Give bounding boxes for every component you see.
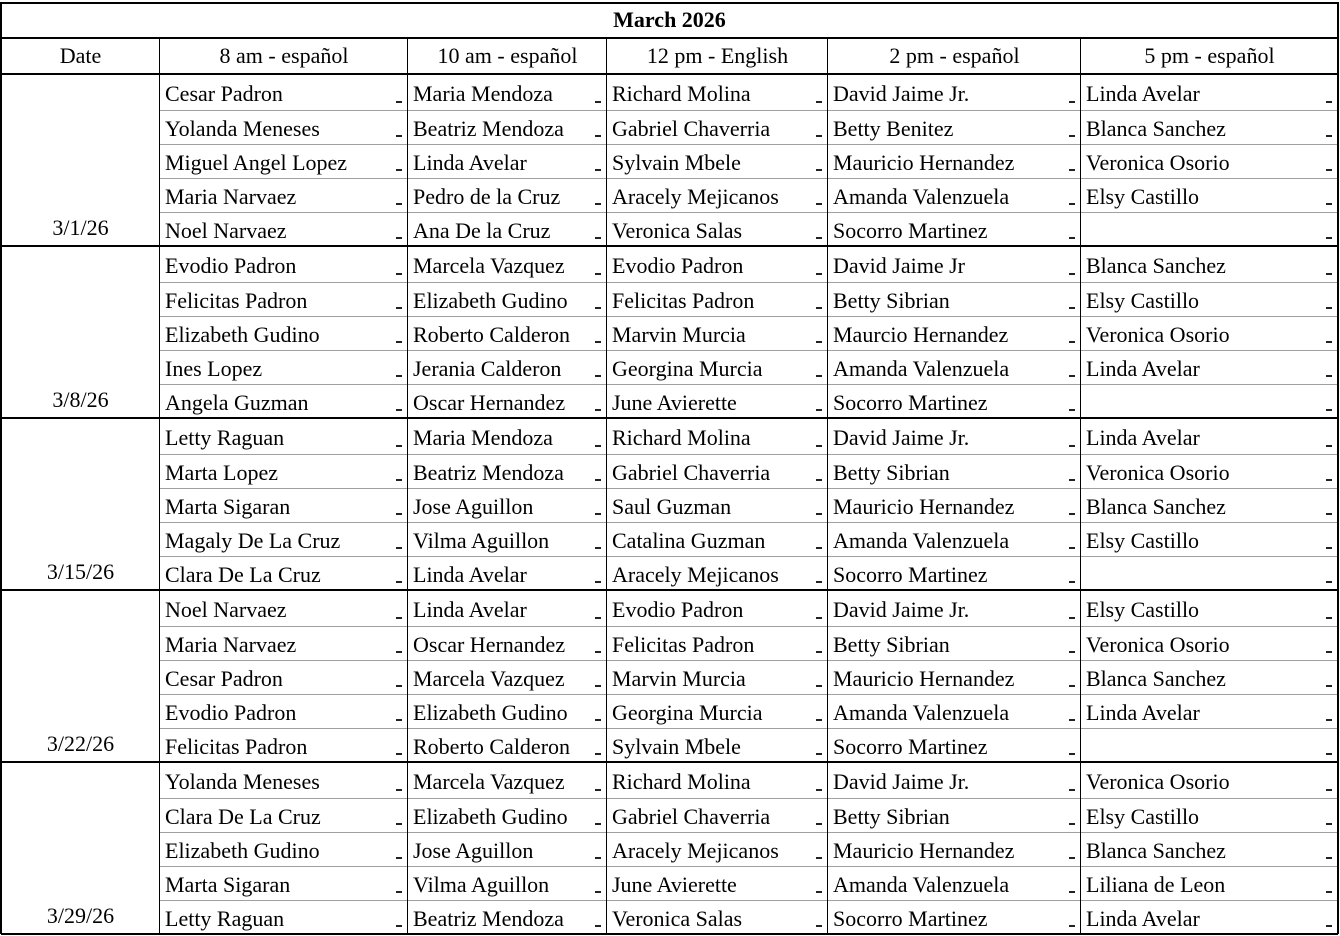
dropdown-arrow-icon[interactable] — [1326, 307, 1332, 309]
schedule-cell-dropdown[interactable]: Betty Sibrian — [833, 288, 950, 313]
sheet-border-right — [1337, 2, 1339, 934]
schedule-cell-dropdown[interactable]: David Jaime Jr — [833, 253, 965, 278]
row-divider — [160, 384, 1338, 385]
title-divider — [1, 37, 1338, 39]
schedule-cell-dropdown[interactable] — [1081, 556, 1338, 590]
dropdown-arrow-icon[interactable] — [396, 101, 402, 103]
schedule-cell-dropdown[interactable]: Richard Molina — [612, 425, 751, 450]
schedule-cell-dropdown[interactable]: Amanda Valenzuela — [833, 184, 1010, 209]
schedule-cell-dropdown[interactable]: Georgina Murcia — [612, 356, 763, 381]
dropdown-arrow-icon[interactable] — [1069, 823, 1075, 825]
dropdown-arrow-icon[interactable] — [396, 789, 402, 791]
row-divider — [160, 556, 1338, 557]
schedule-cell-dropdown[interactable]: Socorro Martinez — [833, 562, 988, 587]
schedule-cell-dropdown[interactable]: Marcela Vazquez — [413, 769, 565, 794]
dropdown-arrow-icon[interactable] — [1069, 375, 1075, 377]
header-divider — [1, 73, 1338, 75]
dropdown-arrow-icon[interactable] — [1069, 547, 1075, 549]
schedule-cell-dropdown[interactable]: Socorro Martinez — [833, 906, 988, 931]
dropdown-arrow-icon[interactable] — [1326, 719, 1332, 721]
schedule-cell-dropdown[interactable]: Veronica Osorio — [1086, 322, 1230, 347]
schedule-cell-dropdown[interactable]: Cesar Padron — [165, 666, 283, 691]
schedule-cell-dropdown[interactable]: David Jaime Jr. — [833, 769, 970, 794]
schedule-cell-dropdown[interactable]: Mauricio Hernandez — [833, 150, 1015, 175]
schedule-cell-dropdown[interactable]: Elizabeth Gudino — [413, 804, 568, 829]
row-divider — [160, 866, 1338, 867]
dropdown-arrow-icon[interactable] — [816, 273, 822, 275]
schedule-cell-dropdown[interactable]: Blanca Sanchez — [1086, 253, 1226, 278]
schedule-cell-dropdown[interactable] — [1081, 728, 1338, 762]
dropdown-arrow-icon[interactable] — [1069, 479, 1075, 481]
row-divider — [160, 178, 1338, 179]
column-header: 10 am - español — [437, 43, 578, 68]
schedule-cell-dropdown[interactable]: Letty Raguan — [165, 906, 285, 931]
dropdown-arrow-icon[interactable] — [816, 135, 822, 137]
schedule-cell-dropdown[interactable]: Marta Sigaran — [165, 494, 291, 519]
schedule-cell-dropdown[interactable]: Gabriel Chaverria — [612, 804, 771, 829]
schedule-cell-dropdown[interactable]: Elizabeth Gudino — [165, 838, 320, 863]
schedule-cell-dropdown[interactable]: Blanca Sanchez — [1086, 494, 1226, 519]
schedule-cell-dropdown[interactable]: June Avierette — [612, 872, 737, 897]
dropdown-arrow-icon[interactable] — [396, 891, 402, 893]
column-header: Date — [59, 43, 102, 68]
dropdown-arrow-icon[interactable] — [816, 409, 822, 411]
schedule-cell-dropdown[interactable]: Socorro Martinez — [833, 218, 988, 243]
schedule-cell-dropdown[interactable]: Aracely Mejicanos — [612, 838, 779, 863]
schedule-cell-dropdown[interactable]: Amanda Valenzuela — [833, 872, 1010, 897]
row-divider — [160, 212, 1338, 213]
schedule-cell-dropdown[interactable]: Catalina Guzman — [612, 528, 766, 553]
dropdown-arrow-icon[interactable] — [1069, 203, 1075, 205]
sheet-title: March 2026 — [613, 7, 726, 32]
schedule-cell-dropdown[interactable]: Felicitas Padron — [612, 288, 755, 313]
schedule-cell-dropdown[interactable]: Elizabeth Gudino — [413, 700, 568, 725]
dropdown-arrow-icon[interactable] — [595, 169, 601, 171]
dropdown-arrow-icon[interactable] — [595, 685, 601, 687]
schedule-cell-dropdown[interactable]: Veronica Salas — [612, 906, 743, 931]
schedule-cell-dropdown[interactable]: Maria Mendoza — [413, 425, 553, 450]
dropdown-arrow-icon[interactable] — [396, 617, 402, 619]
schedule-cell-dropdown[interactable]: Elizabeth Gudino — [165, 322, 320, 347]
dropdown-arrow-icon[interactable] — [396, 273, 402, 275]
dropdown-arrow-icon[interactable] — [816, 169, 822, 171]
schedule-cell-dropdown[interactable]: Aracely Mejicanos — [612, 562, 779, 587]
dropdown-arrow-icon[interactable] — [1069, 513, 1075, 515]
dropdown-arrow-icon[interactable] — [595, 925, 601, 927]
schedule-cell-dropdown[interactable]: Richard Molina — [612, 81, 751, 106]
schedule-cell-dropdown[interactable]: Angela Guzman — [165, 390, 309, 415]
dropdown-arrow-icon[interactable] — [1069, 617, 1075, 619]
dropdown-arrow-icon[interactable] — [1326, 135, 1332, 137]
schedule-cell-dropdown[interactable]: Veronica Osorio — [1086, 769, 1230, 794]
dropdown-arrow-icon[interactable] — [396, 445, 402, 447]
dropdown-arrow-icon[interactable] — [396, 925, 402, 927]
date-cell: 3/22/26 — [46, 731, 115, 756]
dropdown-arrow-icon[interactable] — [816, 891, 822, 893]
date-cell: 3/8/26 — [52, 387, 109, 412]
dropdown-arrow-icon[interactable] — [1326, 753, 1332, 755]
dropdown-arrow-icon[interactable] — [1069, 307, 1075, 309]
dropdown-arrow-icon[interactable] — [816, 307, 822, 309]
schedule-cell-dropdown[interactable]: Betty Sibrian — [833, 804, 950, 829]
dropdown-arrow-icon[interactable] — [1326, 273, 1332, 275]
schedule-cell-dropdown[interactable]: Noel Narvaez — [165, 218, 287, 243]
schedule-cell-dropdown[interactable]: Aracely Mejicanos — [612, 184, 779, 209]
dropdown-arrow-icon[interactable] — [396, 479, 402, 481]
date-cell: 3/1/26 — [52, 215, 109, 240]
schedule-cell-dropdown[interactable]: Mauricio Hernandez — [833, 494, 1015, 519]
dropdown-arrow-icon[interactable] — [816, 203, 822, 205]
row-divider — [160, 900, 1338, 901]
dropdown-arrow-icon[interactable] — [595, 617, 601, 619]
dropdown-arrow-icon[interactable] — [595, 789, 601, 791]
schedule-cell-dropdown[interactable]: Linda Avelar — [1086, 906, 1200, 931]
column-divider — [606, 38, 607, 934]
schedule-cell-dropdown[interactable]: David Jaime Jr. — [833, 597, 970, 622]
schedule-cell-dropdown[interactable]: Blanca Sanchez — [1086, 116, 1226, 141]
dropdown-arrow-icon[interactable] — [1069, 891, 1075, 893]
schedule-cell-dropdown[interactable]: Betty Benitez — [833, 116, 954, 141]
dropdown-arrow-icon[interactable] — [1069, 273, 1075, 275]
dropdown-arrow-icon[interactable] — [595, 375, 601, 377]
dropdown-arrow-icon[interactable] — [1326, 341, 1332, 343]
schedule-cell-dropdown[interactable]: Elsy Castillo — [1086, 288, 1200, 313]
row-divider — [160, 798, 1338, 799]
dropdown-arrow-icon[interactable] — [595, 547, 601, 549]
schedule-cell-dropdown[interactable]: Magaly De La Cruz — [165, 528, 341, 553]
schedule-cell-dropdown[interactable]: Marcela Vazquez — [413, 253, 565, 278]
dropdown-arrow-icon[interactable] — [1326, 617, 1332, 619]
schedule-cell-dropdown[interactable]: Letty Raguan — [165, 425, 285, 450]
schedule-cell-dropdown[interactable]: Marta Lopez — [165, 460, 278, 485]
dropdown-arrow-icon[interactable] — [816, 375, 822, 377]
dropdown-arrow-icon[interactable] — [595, 101, 601, 103]
schedule-cell-dropdown[interactable]: Amanda Valenzuela — [833, 528, 1010, 553]
dropdown-arrow-icon[interactable] — [595, 823, 601, 825]
schedule-cell-dropdown[interactable]: Liliana de Leon — [1086, 872, 1226, 897]
date-cell: 3/29/26 — [46, 903, 115, 928]
dropdown-arrow-icon[interactable] — [595, 479, 601, 481]
dropdown-arrow-icon[interactable] — [1326, 237, 1332, 239]
dropdown-arrow-icon[interactable] — [816, 925, 822, 927]
dropdown-arrow-icon[interactable] — [816, 101, 822, 103]
dropdown-arrow-icon[interactable] — [1326, 409, 1332, 411]
dropdown-arrow-icon[interactable] — [816, 685, 822, 687]
schedule-cell-dropdown[interactable]: Linda Avelar — [413, 562, 527, 587]
schedule-cell-dropdown[interactable]: Evodio Padron — [165, 253, 297, 278]
schedule-cell-dropdown[interactable]: Veronica Osorio — [1086, 150, 1230, 175]
dropdown-arrow-icon[interactable] — [396, 581, 402, 583]
schedule-cell-dropdown[interactable]: Georgina Murcia — [612, 700, 763, 725]
schedule-cell-dropdown[interactable]: Ines Lopez — [165, 356, 263, 381]
schedule-cell-dropdown[interactable]: Marta Sigaran — [165, 872, 291, 897]
dropdown-arrow-icon[interactable] — [1069, 409, 1075, 411]
schedule-cell-dropdown[interactable] — [1081, 212, 1338, 246]
column-header: 2 pm - español — [889, 43, 1020, 68]
dropdown-arrow-icon[interactable] — [396, 169, 402, 171]
sheet-border-top — [1, 2, 1338, 4]
dropdown-arrow-icon[interactable] — [595, 273, 601, 275]
dropdown-arrow-icon[interactable] — [816, 237, 822, 239]
row-divider — [160, 144, 1338, 145]
schedule-cell-dropdown[interactable]: Mauricio Hernandez — [833, 666, 1015, 691]
dropdown-arrow-icon[interactable] — [1326, 685, 1332, 687]
dropdown-arrow-icon[interactable] — [1069, 341, 1075, 343]
schedule-cell-dropdown[interactable]: Jerania Calderon — [413, 356, 562, 381]
dropdown-arrow-icon[interactable] — [1069, 789, 1075, 791]
schedule-cell-dropdown[interactable]: Maria Narvaez — [165, 632, 297, 657]
dropdown-arrow-icon[interactable] — [595, 409, 601, 411]
schedule-cell-dropdown[interactable]: Blanca Sanchez — [1086, 666, 1226, 691]
schedule-cell-dropdown[interactable]: Elsy Castillo — [1086, 184, 1200, 209]
schedule-cell-dropdown[interactable]: Socorro Martinez — [833, 734, 988, 759]
dropdown-arrow-icon[interactable] — [396, 857, 402, 859]
schedule-cell-dropdown[interactable]: Yolanda Meneses — [165, 116, 320, 141]
dropdown-arrow-icon[interactable] — [595, 135, 601, 137]
schedule-cell-dropdown[interactable] — [1081, 384, 1338, 418]
dropdown-arrow-icon[interactable] — [396, 409, 402, 411]
dropdown-arrow-icon[interactable] — [1069, 169, 1075, 171]
schedule-cell-dropdown[interactable]: Gabriel Chaverria — [612, 460, 771, 485]
dropdown-arrow-icon[interactable] — [816, 823, 822, 825]
schedule-cell-dropdown[interactable]: Noel Narvaez — [165, 597, 287, 622]
schedule-cell-dropdown[interactable]: Gabriel Chaverria — [612, 116, 771, 141]
dropdown-arrow-icon[interactable] — [816, 513, 822, 515]
schedule-cell-dropdown[interactable]: Miguel Angel Lopez — [165, 150, 348, 175]
dropdown-arrow-icon[interactable] — [1326, 823, 1332, 825]
dropdown-arrow-icon[interactable] — [595, 891, 601, 893]
schedule-cell-dropdown[interactable]: Pedro de la Cruz — [413, 184, 561, 209]
schedule-cell-dropdown[interactable]: Elsy Castillo — [1086, 597, 1200, 622]
row-divider — [160, 282, 1338, 283]
schedule-cell-dropdown[interactable]: Amanda Valenzuela — [833, 700, 1010, 725]
dropdown-arrow-icon[interactable] — [1326, 375, 1332, 377]
column-header: 5 pm - español — [1144, 43, 1275, 68]
schedule-cell-dropdown[interactable]: Felicitas Padron — [165, 288, 308, 313]
row-divider — [160, 350, 1338, 351]
schedule-cell-dropdown[interactable]: Maria Mendoza — [413, 81, 553, 106]
dropdown-arrow-icon[interactable] — [396, 513, 402, 515]
schedule-cell-dropdown[interactable]: Sylvain Mbele — [612, 734, 741, 759]
dropdown-arrow-icon[interactable] — [595, 237, 601, 239]
dropdown-arrow-icon[interactable] — [396, 753, 402, 755]
dropdown-arrow-icon[interactable] — [595, 307, 601, 309]
dropdown-arrow-icon[interactable] — [396, 135, 402, 137]
schedule-cell-dropdown[interactable]: Linda Avelar — [1086, 425, 1200, 450]
dropdown-arrow-icon[interactable] — [1069, 445, 1075, 447]
dropdown-arrow-icon[interactable] — [396, 203, 402, 205]
column-divider — [407, 38, 408, 934]
sheet-border-left — [0, 2, 2, 934]
schedule-cell-dropdown[interactable]: Linda Avelar — [1086, 356, 1200, 381]
schedule-cell-dropdown[interactable]: Amanda Valenzuela — [833, 356, 1010, 381]
schedule-cell-dropdown[interactable]: Evodio Padron — [165, 700, 297, 725]
dropdown-arrow-icon[interactable] — [1069, 925, 1075, 927]
row-divider — [160, 728, 1338, 729]
dropdown-arrow-icon[interactable] — [1069, 753, 1075, 755]
schedule-cell-dropdown[interactable]: Ana De la Cruz — [413, 218, 551, 243]
schedule-cell-dropdown[interactable]: Marcela Vazquez — [413, 666, 565, 691]
dropdown-arrow-icon[interactable] — [396, 375, 402, 377]
row-divider — [160, 316, 1338, 317]
dropdown-arrow-icon[interactable] — [1326, 445, 1332, 447]
schedule-cell-dropdown[interactable]: Vilma Aguillon — [413, 872, 550, 897]
dropdown-arrow-icon[interactable] — [595, 719, 601, 721]
date-cell: 3/15/26 — [46, 559, 115, 584]
schedule-cell-dropdown[interactable]: Sylvain Mbele — [612, 150, 741, 175]
schedule-cell-dropdown[interactable]: Elsy Castillo — [1086, 804, 1200, 829]
dropdown-arrow-icon[interactable] — [1326, 513, 1332, 515]
dropdown-arrow-icon[interactable] — [816, 857, 822, 859]
schedule-cell-dropdown[interactable]: Clara De La Cruz — [165, 562, 321, 587]
dropdown-arrow-icon[interactable] — [816, 445, 822, 447]
schedule-cell-dropdown[interactable]: Cesar Padron — [165, 81, 283, 106]
schedule-cell-dropdown[interactable]: Linda Avelar — [413, 597, 527, 622]
dropdown-arrow-icon[interactable] — [595, 651, 601, 653]
schedule-cell-dropdown[interactable]: Roberto Calderon — [413, 322, 571, 347]
schedule-cell-dropdown[interactable]: David Jaime Jr. — [833, 425, 970, 450]
dropdown-arrow-icon[interactable] — [595, 445, 601, 447]
schedule-cell-dropdown[interactable]: Felicitas Padron — [165, 734, 308, 759]
dropdown-arrow-icon[interactable] — [396, 651, 402, 653]
schedule-cell-dropdown[interactable]: Veronica Salas — [612, 218, 743, 243]
schedule-cell-dropdown[interactable]: Betty Sibrian — [833, 460, 950, 485]
schedule-cell-dropdown[interactable]: David Jaime Jr. — [833, 81, 970, 106]
dropdown-arrow-icon[interactable] — [816, 617, 822, 619]
dropdown-arrow-icon[interactable] — [1069, 101, 1075, 103]
dropdown-arrow-icon[interactable] — [396, 719, 402, 721]
dropdown-arrow-icon[interactable] — [1069, 685, 1075, 687]
dropdown-arrow-icon[interactable] — [1069, 237, 1075, 239]
schedule-cell-dropdown[interactable]: Jose Aguillon — [413, 838, 534, 863]
dropdown-arrow-icon[interactable] — [1326, 925, 1332, 927]
dropdown-arrow-icon[interactable] — [595, 753, 601, 755]
dropdown-arrow-icon[interactable] — [1326, 169, 1332, 171]
dropdown-arrow-icon[interactable] — [1326, 857, 1332, 859]
row-divider — [160, 660, 1338, 661]
row-divider — [160, 832, 1338, 833]
schedule-cell-dropdown[interactable]: Linda Avelar — [1086, 81, 1200, 106]
row-divider — [160, 110, 1338, 111]
schedule-cell-dropdown[interactable]: Evodio Padron — [612, 253, 744, 278]
schedule-cell-dropdown[interactable]: Oscar Hernandez — [413, 632, 566, 657]
schedule-cell-dropdown[interactable]: Veronica Osorio — [1086, 632, 1230, 657]
dropdown-arrow-icon[interactable] — [396, 307, 402, 309]
schedule-cell-dropdown[interactable]: Marvin Murcia — [612, 322, 746, 347]
dropdown-arrow-icon[interactable] — [396, 341, 402, 343]
dropdown-arrow-icon[interactable] — [1326, 789, 1332, 791]
dropdown-arrow-icon[interactable] — [816, 719, 822, 721]
schedule-cell-dropdown[interactable]: Saul Guzman — [612, 494, 732, 519]
dropdown-arrow-icon[interactable] — [1326, 547, 1332, 549]
dropdown-arrow-icon[interactable] — [1326, 891, 1332, 893]
schedule-cell-dropdown[interactable]: Mauricio Hernandez — [833, 838, 1015, 863]
dropdown-arrow-icon[interactable] — [1069, 651, 1075, 653]
column-header: 12 pm - English — [646, 43, 789, 68]
schedule-cell-dropdown[interactable]: Marvin Murcia — [612, 666, 746, 691]
schedule-cell-dropdown[interactable]: Beatriz Mendoza — [413, 116, 564, 141]
schedule-cell-dropdown[interactable]: Clara De La Cruz — [165, 804, 321, 829]
dropdown-arrow-icon[interactable] — [396, 237, 402, 239]
dropdown-arrow-icon[interactable] — [1326, 479, 1332, 481]
schedule-cell-dropdown[interactable]: Evodio Padron — [612, 597, 744, 622]
schedule-cell-dropdown[interactable]: Jose Aguillon — [413, 494, 534, 519]
schedule-cell-dropdown[interactable]: Veronica Osorio — [1086, 460, 1230, 485]
dropdown-arrow-icon[interactable] — [816, 479, 822, 481]
schedule-cell-dropdown[interactable]: Linda Avelar — [413, 150, 527, 175]
dropdown-arrow-icon[interactable] — [396, 823, 402, 825]
dropdown-arrow-icon[interactable] — [1069, 581, 1075, 583]
dropdown-arrow-icon[interactable] — [1326, 651, 1332, 653]
row-divider — [160, 694, 1338, 695]
dropdown-arrow-icon[interactable] — [816, 341, 822, 343]
row-divider — [160, 522, 1338, 523]
dropdown-arrow-icon[interactable] — [595, 513, 601, 515]
dropdown-arrow-icon[interactable] — [816, 651, 822, 653]
dropdown-arrow-icon[interactable] — [816, 547, 822, 549]
dropdown-arrow-icon[interactable] — [816, 789, 822, 791]
column-divider — [1080, 38, 1081, 934]
schedule-cell-dropdown[interactable]: Socorro Martinez — [833, 390, 988, 415]
schedule-cell-dropdown[interactable]: Beatriz Mendoza — [413, 460, 564, 485]
dropdown-arrow-icon[interactable] — [595, 857, 601, 859]
schedule-cell-dropdown[interactable]: Oscar Hernandez — [413, 390, 566, 415]
dropdown-arrow-icon[interactable] — [1326, 581, 1332, 583]
schedule-cell-dropdown[interactable]: Linda Avelar — [1086, 700, 1200, 725]
dropdown-arrow-icon[interactable] — [1326, 101, 1332, 103]
dropdown-arrow-icon[interactable] — [396, 685, 402, 687]
schedule-cell-dropdown[interactable]: Maurcio Hernandez — [833, 322, 1009, 347]
schedule-cell-dropdown[interactable]: Yolanda Meneses — [165, 769, 320, 794]
dropdown-arrow-icon[interactable] — [1069, 857, 1075, 859]
schedule-cell-dropdown[interactable]: Beatriz Mendoza — [413, 906, 564, 931]
schedule-cell-dropdown[interactable]: Roberto Calderon — [413, 734, 571, 759]
row-divider — [160, 488, 1338, 489]
column-header: 8 am - español — [219, 43, 349, 68]
schedule-cell-dropdown[interactable]: Richard Molina — [612, 769, 751, 794]
schedule-cell-dropdown[interactable]: Elsy Castillo — [1086, 528, 1200, 553]
schedule-cell-dropdown[interactable]: June Avierette — [612, 390, 737, 415]
row-divider — [160, 454, 1338, 455]
dropdown-arrow-icon[interactable] — [595, 203, 601, 205]
dropdown-arrow-icon[interactable] — [1069, 135, 1075, 137]
dropdown-arrow-icon[interactable] — [1069, 719, 1075, 721]
dropdown-arrow-icon[interactable] — [396, 547, 402, 549]
dropdown-arrow-icon[interactable] — [816, 753, 822, 755]
schedule-cell-dropdown[interactable]: Felicitas Padron — [612, 632, 755, 657]
row-divider — [160, 626, 1338, 627]
dropdown-arrow-icon[interactable] — [595, 341, 601, 343]
schedule-cell-dropdown[interactable]: Blanca Sanchez — [1086, 838, 1226, 863]
schedule-cell-dropdown[interactable]: Elizabeth Gudino — [413, 288, 568, 313]
schedule-cell-dropdown[interactable]: Betty Sibrian — [833, 632, 950, 657]
dropdown-arrow-icon[interactable] — [595, 581, 601, 583]
schedule-cell-dropdown[interactable]: Vilma Aguillon — [413, 528, 550, 553]
dropdown-arrow-icon[interactable] — [816, 581, 822, 583]
schedule-cell-dropdown[interactable]: Maria Narvaez — [165, 184, 297, 209]
dropdown-arrow-icon[interactable] — [1326, 203, 1332, 205]
group-divider — [1, 933, 1338, 935]
column-divider — [159, 38, 160, 934]
column-divider — [827, 38, 828, 934]
